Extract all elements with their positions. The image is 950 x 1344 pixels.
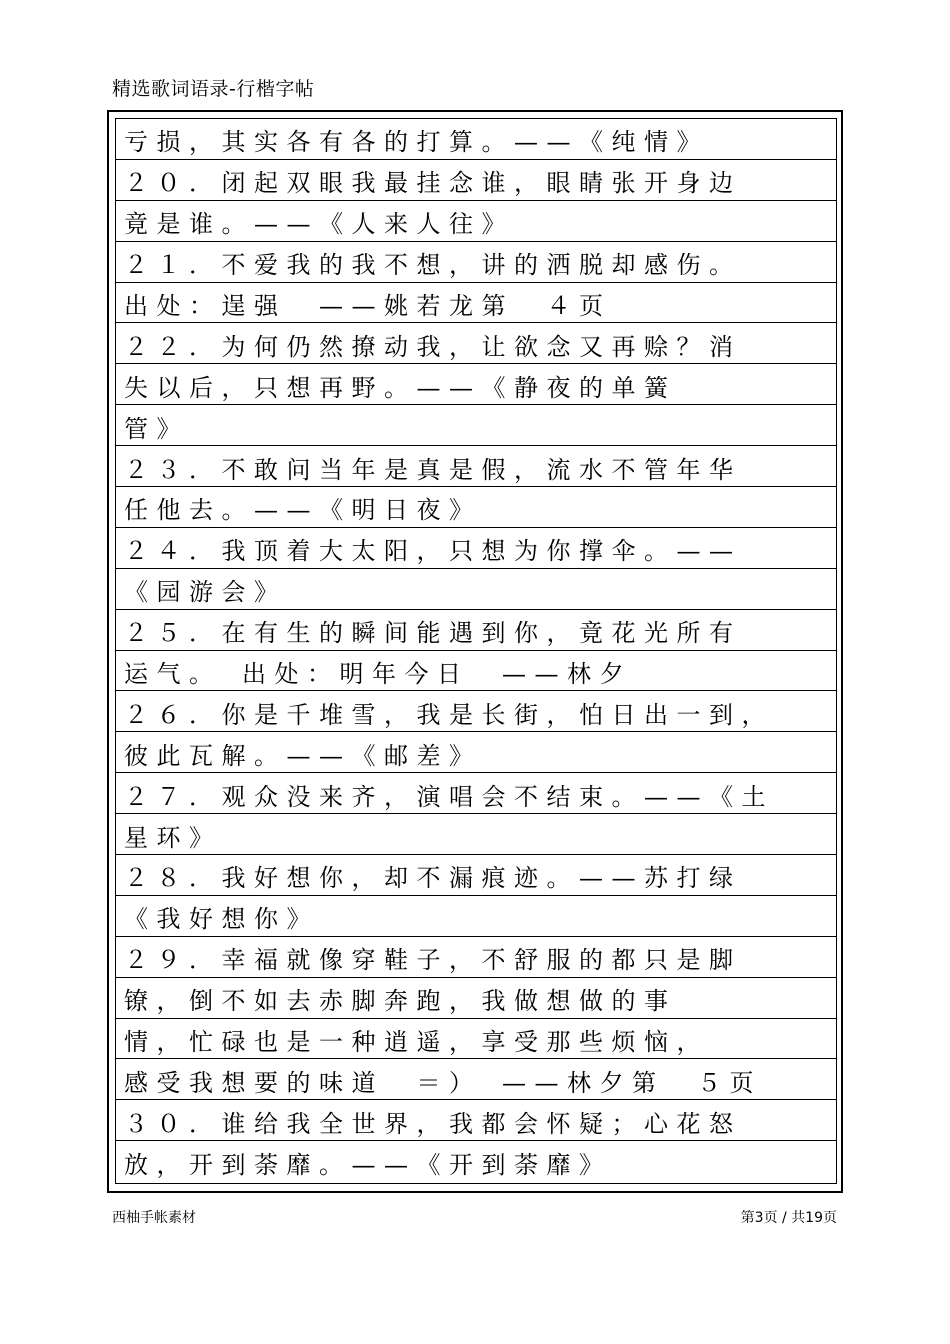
copybook-line: 镣，倒不如去赤脚奔跑，我做想做的事 <box>116 978 836 1019</box>
footer-source: 西柚手帐素材 <box>112 1210 196 1226</box>
copybook-line: 放，开到荼靡。——《开到荼靡》 <box>124 1151 612 1180</box>
page-title: 精选歌词语录-行楷字帖 <box>112 78 315 100</box>
copybook-line: 情，忙碌也是一种逍遥，享受那些烦恼， <box>116 1019 836 1060</box>
copybook-line: ２３．不敢问当年是真是假，流水不管年华 <box>116 446 836 487</box>
copybook-line: ２４．我顶着大太阳，只想为你撑伞。—— <box>116 528 836 569</box>
copybook-line: ３０．谁给我全世界，我都会怀疑；心花怒 <box>116 1100 836 1141</box>
copybook-line: 彼此瓦解。——《邮差》 <box>116 732 836 773</box>
copybook-line: 《园游会》 <box>116 569 836 610</box>
copybook-line: 失以后，只想再野。——《静夜的单簧 <box>116 364 836 405</box>
copybook-line: 任他去。——《明日夜》 <box>116 487 836 528</box>
copybook-lines <box>115 118 837 1184</box>
page-number: 第3页 / 共19页 <box>740 1210 837 1226</box>
copybook-line: ２０．闭起双眼我最挂念谁，眼睛张开身边 <box>116 160 836 201</box>
copybook-line: 《我好想你》 <box>116 896 836 937</box>
copybook-line: 亏损，其实各有各的打算。——《纯情》 <box>116 119 836 160</box>
copybook-line: ２６．你是千堆雪，我是长街，怕日出一到， <box>116 691 836 732</box>
copybook-line: 管》 <box>116 405 836 446</box>
copybook-line: ２２．为何仍然撩动我，让欲念又再赊？消 <box>116 323 836 364</box>
copybook-line: 出处：逞强 ——姚若龙第 ４页 <box>116 283 836 324</box>
copybook-line: ２８．我好想你，却不漏痕迹。——苏打绿 <box>116 855 836 896</box>
copybook-line: 感受我想要的味道 ＝） ——林夕第 ５页 <box>116 1059 836 1100</box>
copybook-line: ２５．在有生的瞬间能遇到你，竟花光所有 <box>116 610 836 651</box>
copybook-line: ２７．观众没来齐，演唱会不结束。——《土 <box>116 773 836 814</box>
copybook-line: 运气。 出处：明年今日 ——林夕 <box>116 651 836 692</box>
copybook-line: ２１．不爱我的我不想，讲的洒脱却感伤。 <box>116 242 836 283</box>
copybook-line: 竟是谁。——《人来人往》 <box>116 201 836 242</box>
copybook-line: ２９．幸福就像穿鞋子，不舒服的都只是脚 <box>116 937 836 978</box>
copybook-line: 星环》 <box>116 814 836 855</box>
